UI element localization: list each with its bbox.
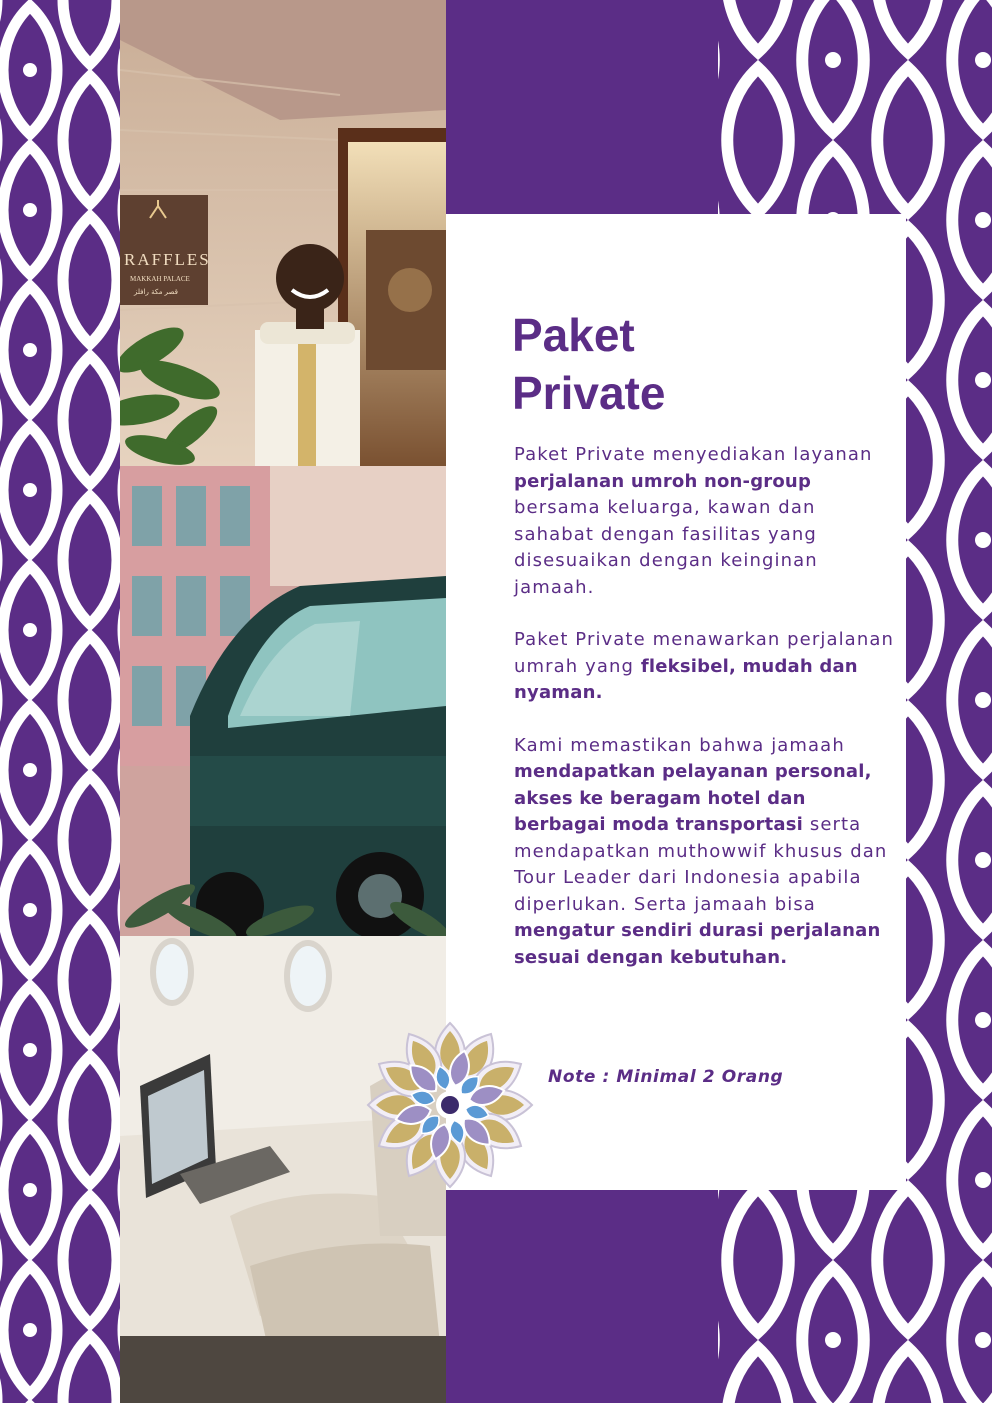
- page-title: [512, 306, 665, 422]
- raffles-sign-subtext: MAKKAH PALACE: [130, 275, 190, 283]
- paragraph-offer: [514, 627, 894, 707]
- raffles-sign-text: RAFFLES: [124, 250, 211, 269]
- note-text: Note : Minimal 2 Orang: [548, 1067, 784, 1087]
- title-line-1: Paket: [512, 309, 635, 361]
- raffles-sign-arabic: قصر مكة رافلز: [134, 288, 178, 296]
- floral-ornament-icon: [350, 1015, 550, 1195]
- van-photo: [120, 466, 446, 936]
- paragraph-intro-text-end: bersama keluarga, kawan dan sahabat dengan fasilitas yang disesuaikan dengan keinginan jamaah.: [514, 497, 818, 598]
- paragraph-details-highlight: mendapatkan pelayanan personal, akses ke beragam hotel dan berbagai moda transportasi: [514, 761, 872, 835]
- pattern-left: [0, 0, 120, 1403]
- hotel-entrance-photo: [120, 0, 446, 466]
- paragraph-offer-text: Paket Private menawarkan perjalanan umrah yang: [514, 629, 894, 677]
- paragraph-intro-highlight: perjalanan umroh non-group: [514, 470, 812, 492]
- title-line-2: Private: [512, 367, 666, 419]
- paragraph-intro: [514, 442, 894, 601]
- paragraph-details-highlight-2: mengatur sendiri durasi perjalanan sesuai dengan kebutuhan.: [514, 920, 881, 968]
- paragraph-offer-highlight: fleksibel, mudah dan nyaman.: [514, 655, 858, 703]
- description-text: [514, 442, 894, 997]
- paragraph-intro-text: Paket Private menyediakan layanan: [514, 444, 873, 465]
- paragraph-details-text-2: serta mendapatkan muthowwif khusus dan Tour Leader dari Indonesia apabila diperlukan. Serta jamaah bisa: [514, 814, 888, 915]
- paragraph-details: [514, 733, 894, 972]
- paragraph-details-text: Kami memastikan bahwa jamaah: [514, 734, 845, 756]
